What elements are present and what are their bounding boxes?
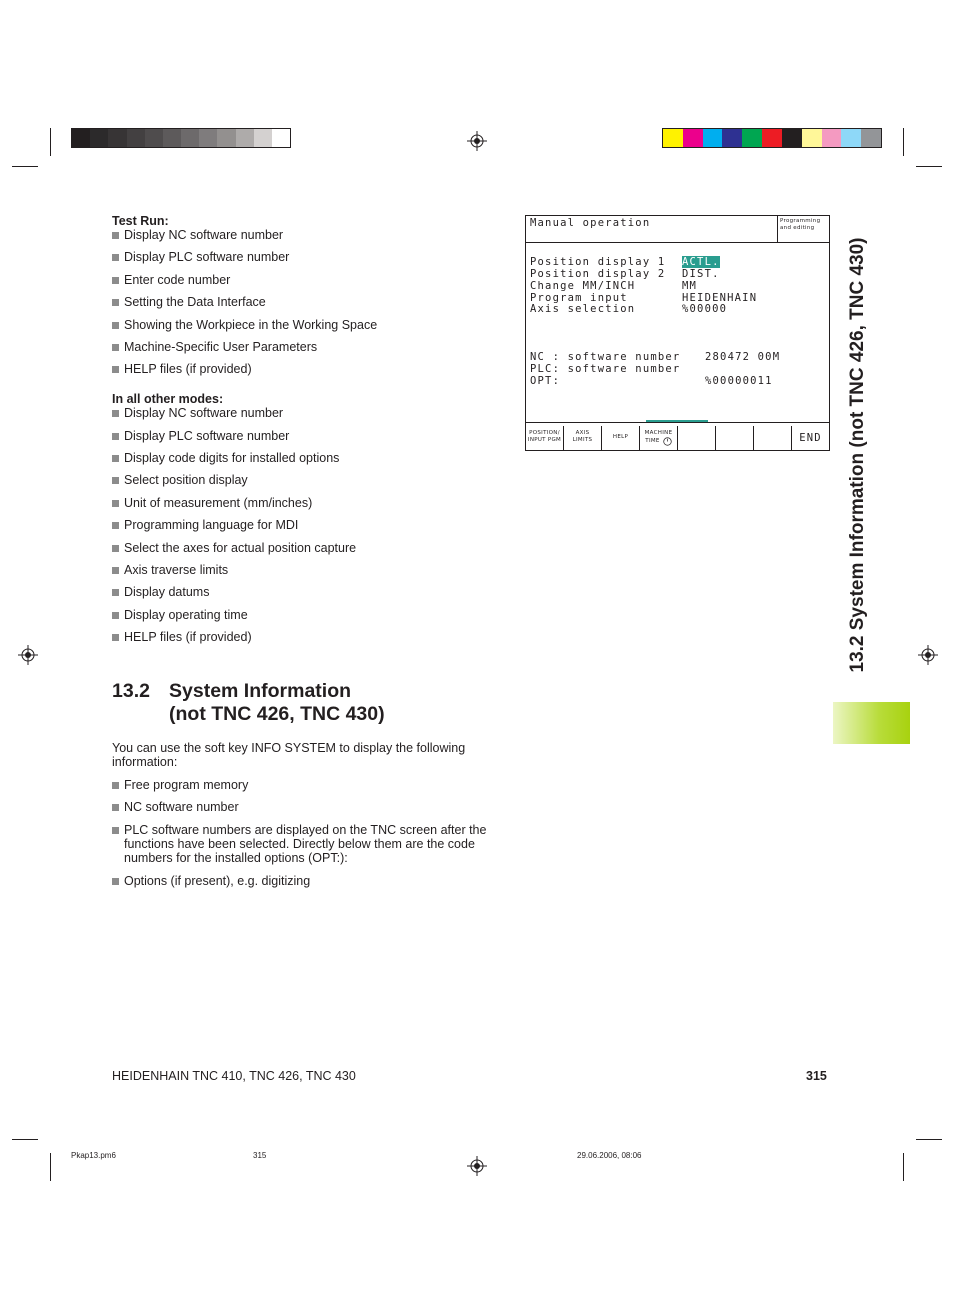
- list-item: Showing the Workpiece in the Working Space: [112, 318, 377, 332]
- slug-page: 315: [253, 1151, 267, 1160]
- list-item: Display PLC software number: [112, 250, 289, 264]
- color-swatch: [199, 129, 217, 147]
- crop-mark: [916, 1139, 942, 1140]
- list-item: Display PLC software number: [112, 429, 289, 443]
- color-swatch: [722, 129, 742, 147]
- list-item: HELP files (if provided): [112, 362, 252, 376]
- list-item: NC software number: [112, 800, 239, 814]
- slug-file: Pkap13.pm6: [71, 1151, 116, 1160]
- list-item: Enter code number: [112, 273, 230, 287]
- section-number: 13.2: [112, 680, 150, 702]
- nc-software-label: NC : software number: [530, 351, 681, 363]
- crop-mark: [50, 128, 51, 156]
- softkey-help[interactable]: HELP: [602, 426, 640, 450]
- softkey-machine-time[interactable]: MACHINE TIME: [640, 426, 678, 450]
- softkey-label: TIME: [645, 438, 660, 444]
- color-swatch: [254, 129, 272, 147]
- tnc-screen: [525, 215, 830, 451]
- color-swatch: [841, 129, 861, 147]
- color-swatch: [742, 129, 762, 147]
- mode-label: Manual operation: [530, 217, 651, 229]
- color-swatch: [822, 129, 842, 147]
- color-swatch: [181, 129, 199, 147]
- list-item: Display code digits for installed options: [112, 451, 339, 465]
- color-calibration-bar: [662, 128, 882, 148]
- intro-text: information:: [112, 755, 178, 769]
- color-swatch: [145, 129, 163, 147]
- intro-text: You can use the soft key INFO SYSTEM to display the following: [112, 741, 466, 755]
- color-swatch: [683, 129, 703, 147]
- list-item-continuation: functions have been selected. Directly below them are the code: [124, 837, 475, 851]
- mode2-label: and editing: [780, 225, 815, 231]
- chapter-tab: [833, 702, 910, 744]
- setting-label: Axis selection: [530, 303, 636, 315]
- screen-header: [526, 216, 829, 243]
- clock-icon: [663, 437, 672, 446]
- slug-date: 29.06.2006, 08:06: [577, 1151, 642, 1160]
- color-swatch: [90, 129, 108, 147]
- crop-mark: [12, 1139, 38, 1140]
- crop-mark: [903, 1153, 904, 1181]
- color-swatch: [762, 129, 782, 147]
- list-item: PLC software numbers are displayed on the TNC screen after the: [112, 823, 486, 837]
- crop-mark: [12, 166, 38, 167]
- color-swatch: [236, 129, 254, 147]
- softkey-empty[interactable]: [678, 426, 716, 450]
- mode2-box: [777, 216, 830, 242]
- list-item: Unit of measurement (mm/inches): [112, 496, 312, 510]
- list-item: Programming language for MDI: [112, 518, 298, 532]
- setting-label: Position display 1: [530, 256, 666, 268]
- mode2-label: Programming: [780, 218, 821, 224]
- list-item: Display NC software number: [112, 228, 283, 242]
- list-item: Setting the Data Interface: [112, 295, 266, 309]
- color-swatch: [861, 129, 881, 147]
- section-title-line1: System Information: [169, 680, 352, 702]
- softkey-empty[interactable]: [716, 426, 754, 450]
- setting-value-selected[interactable]: ACTL.: [682, 256, 720, 268]
- softkey-position-input[interactable]: POSITION/ INPUT PGM: [526, 426, 564, 450]
- setting-label: Program input: [530, 292, 628, 304]
- list-item: Display datums: [112, 585, 209, 599]
- color-swatch: [272, 129, 290, 147]
- list-item: Free program memory: [112, 778, 248, 792]
- setting-value[interactable]: HEIDENHAIN: [682, 292, 758, 304]
- color-swatch: [802, 129, 822, 147]
- page-number: 315: [806, 1069, 827, 1083]
- opt-value: %00000011: [705, 375, 773, 387]
- setting-value[interactable]: %00000: [682, 303, 728, 315]
- color-swatch: [663, 129, 683, 147]
- list-item: HELP files (if provided): [112, 630, 252, 644]
- list-item-continuation: numbers for the installed options (OPT:):: [124, 851, 348, 865]
- color-swatch: [782, 129, 802, 147]
- list-item: Axis traverse limits: [112, 563, 228, 577]
- active-indicator: [646, 420, 708, 422]
- setting-label: Position display 2: [530, 268, 666, 280]
- color-swatch: [108, 129, 126, 147]
- test-run-heading: Test Run:: [112, 214, 169, 228]
- crop-mark: [916, 166, 942, 167]
- setting-value[interactable]: MM: [682, 280, 698, 292]
- list-item: Select position display: [112, 473, 248, 487]
- color-swatch: [127, 129, 145, 147]
- gray-calibration-bar: [71, 128, 291, 148]
- registration-mark-icon: [918, 645, 938, 665]
- color-swatch: [217, 129, 235, 147]
- crop-mark: [903, 128, 904, 156]
- list-item: Display NC software number: [112, 406, 283, 420]
- crop-mark: [50, 1153, 51, 1181]
- setting-label: Change MM/INCH: [530, 280, 636, 292]
- softkey-axis-limits[interactable]: AXIS LIMITS: [564, 426, 602, 450]
- plc-software-label: PLC: software number: [530, 363, 681, 375]
- registration-mark-icon: [18, 645, 38, 665]
- registration-mark-icon: [467, 131, 487, 151]
- color-swatch: [703, 129, 723, 147]
- setting-value[interactable]: DIST.: [682, 268, 720, 280]
- list-item: Options (if present), e.g. digitizing: [112, 874, 310, 888]
- nc-software-value: 280472 00M: [705, 351, 781, 363]
- all-modes-heading: In all other modes:: [112, 392, 224, 406]
- softkey-divider: [526, 422, 829, 423]
- list-item: Display operating time: [112, 608, 248, 622]
- softkey-end[interactable]: END: [799, 432, 822, 444]
- softkey-empty[interactable]: [754, 426, 792, 450]
- section-title-line2: (not TNC 426, TNC 430): [169, 703, 385, 725]
- color-swatch: [163, 129, 181, 147]
- footer-manual-title: HEIDENHAIN TNC 410, TNC 426, TNC 430: [112, 1069, 356, 1083]
- list-item: Select the axes for actual position capture: [112, 541, 356, 555]
- color-swatch: [72, 129, 90, 147]
- opt-label: OPT:: [530, 375, 561, 387]
- list-item: Machine-Specific User Parameters: [112, 340, 317, 354]
- registration-mark-icon: [467, 1156, 487, 1176]
